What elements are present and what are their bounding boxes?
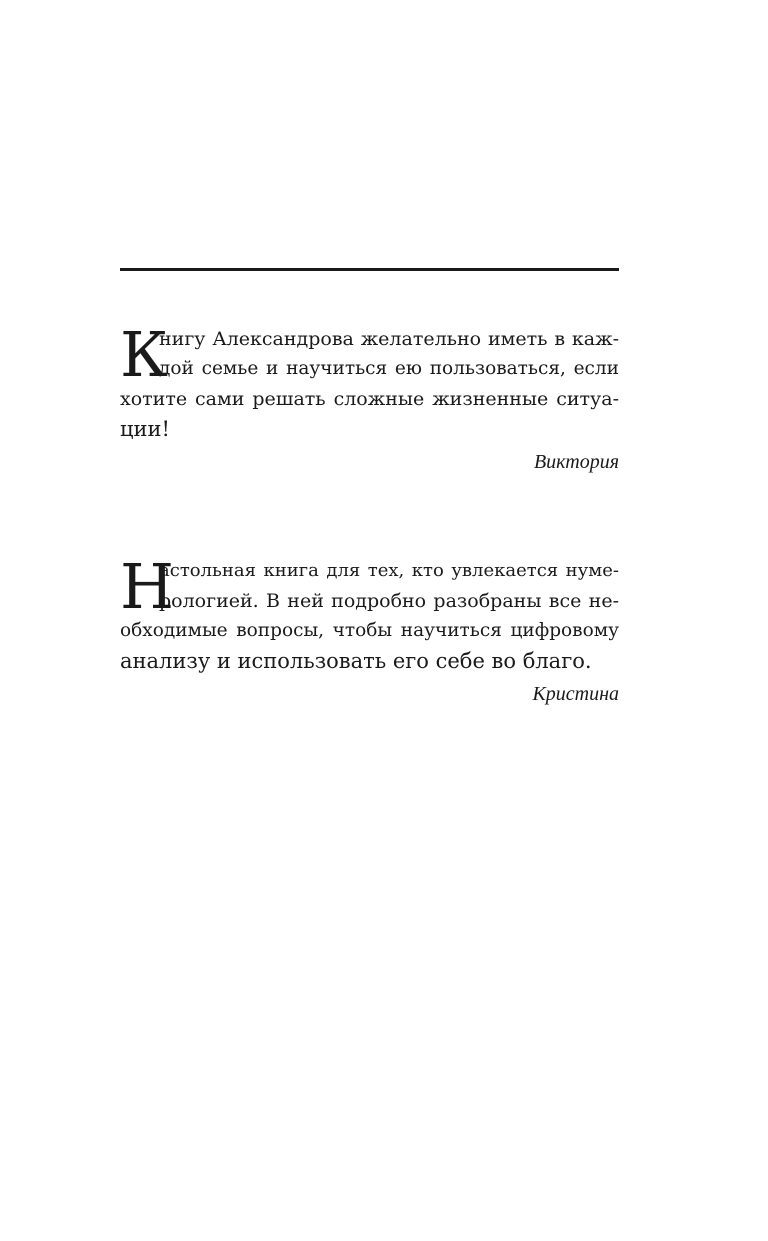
top-rule (120, 268, 619, 271)
review-line: обходимые вопросы, чтобы научиться цифровому (120, 620, 619, 641)
review-viktoriya (120, 318, 619, 476)
review-line: хотите сами решать сложные жизненные ситуа- (120, 388, 619, 410)
review-line: ции! (120, 417, 170, 441)
drop-cap: К (120, 318, 168, 391)
review-author: Кристина (532, 683, 619, 705)
review-line: дой семье и научиться ею пользоваться, если (159, 358, 619, 379)
review-author: Виктория (533, 451, 619, 473)
review-line: нигу Александрова желательно иметь в каж- (159, 328, 619, 350)
drop-cap: Н (120, 550, 175, 623)
review-kristina (120, 550, 619, 708)
review-line: рологией. В ней подробно разобраны все не- (159, 590, 619, 612)
review-line: астольная книга для тех, кто увлекается нуме- (159, 560, 619, 581)
review-line: анализу и использовать его себе во благо. (120, 649, 592, 673)
